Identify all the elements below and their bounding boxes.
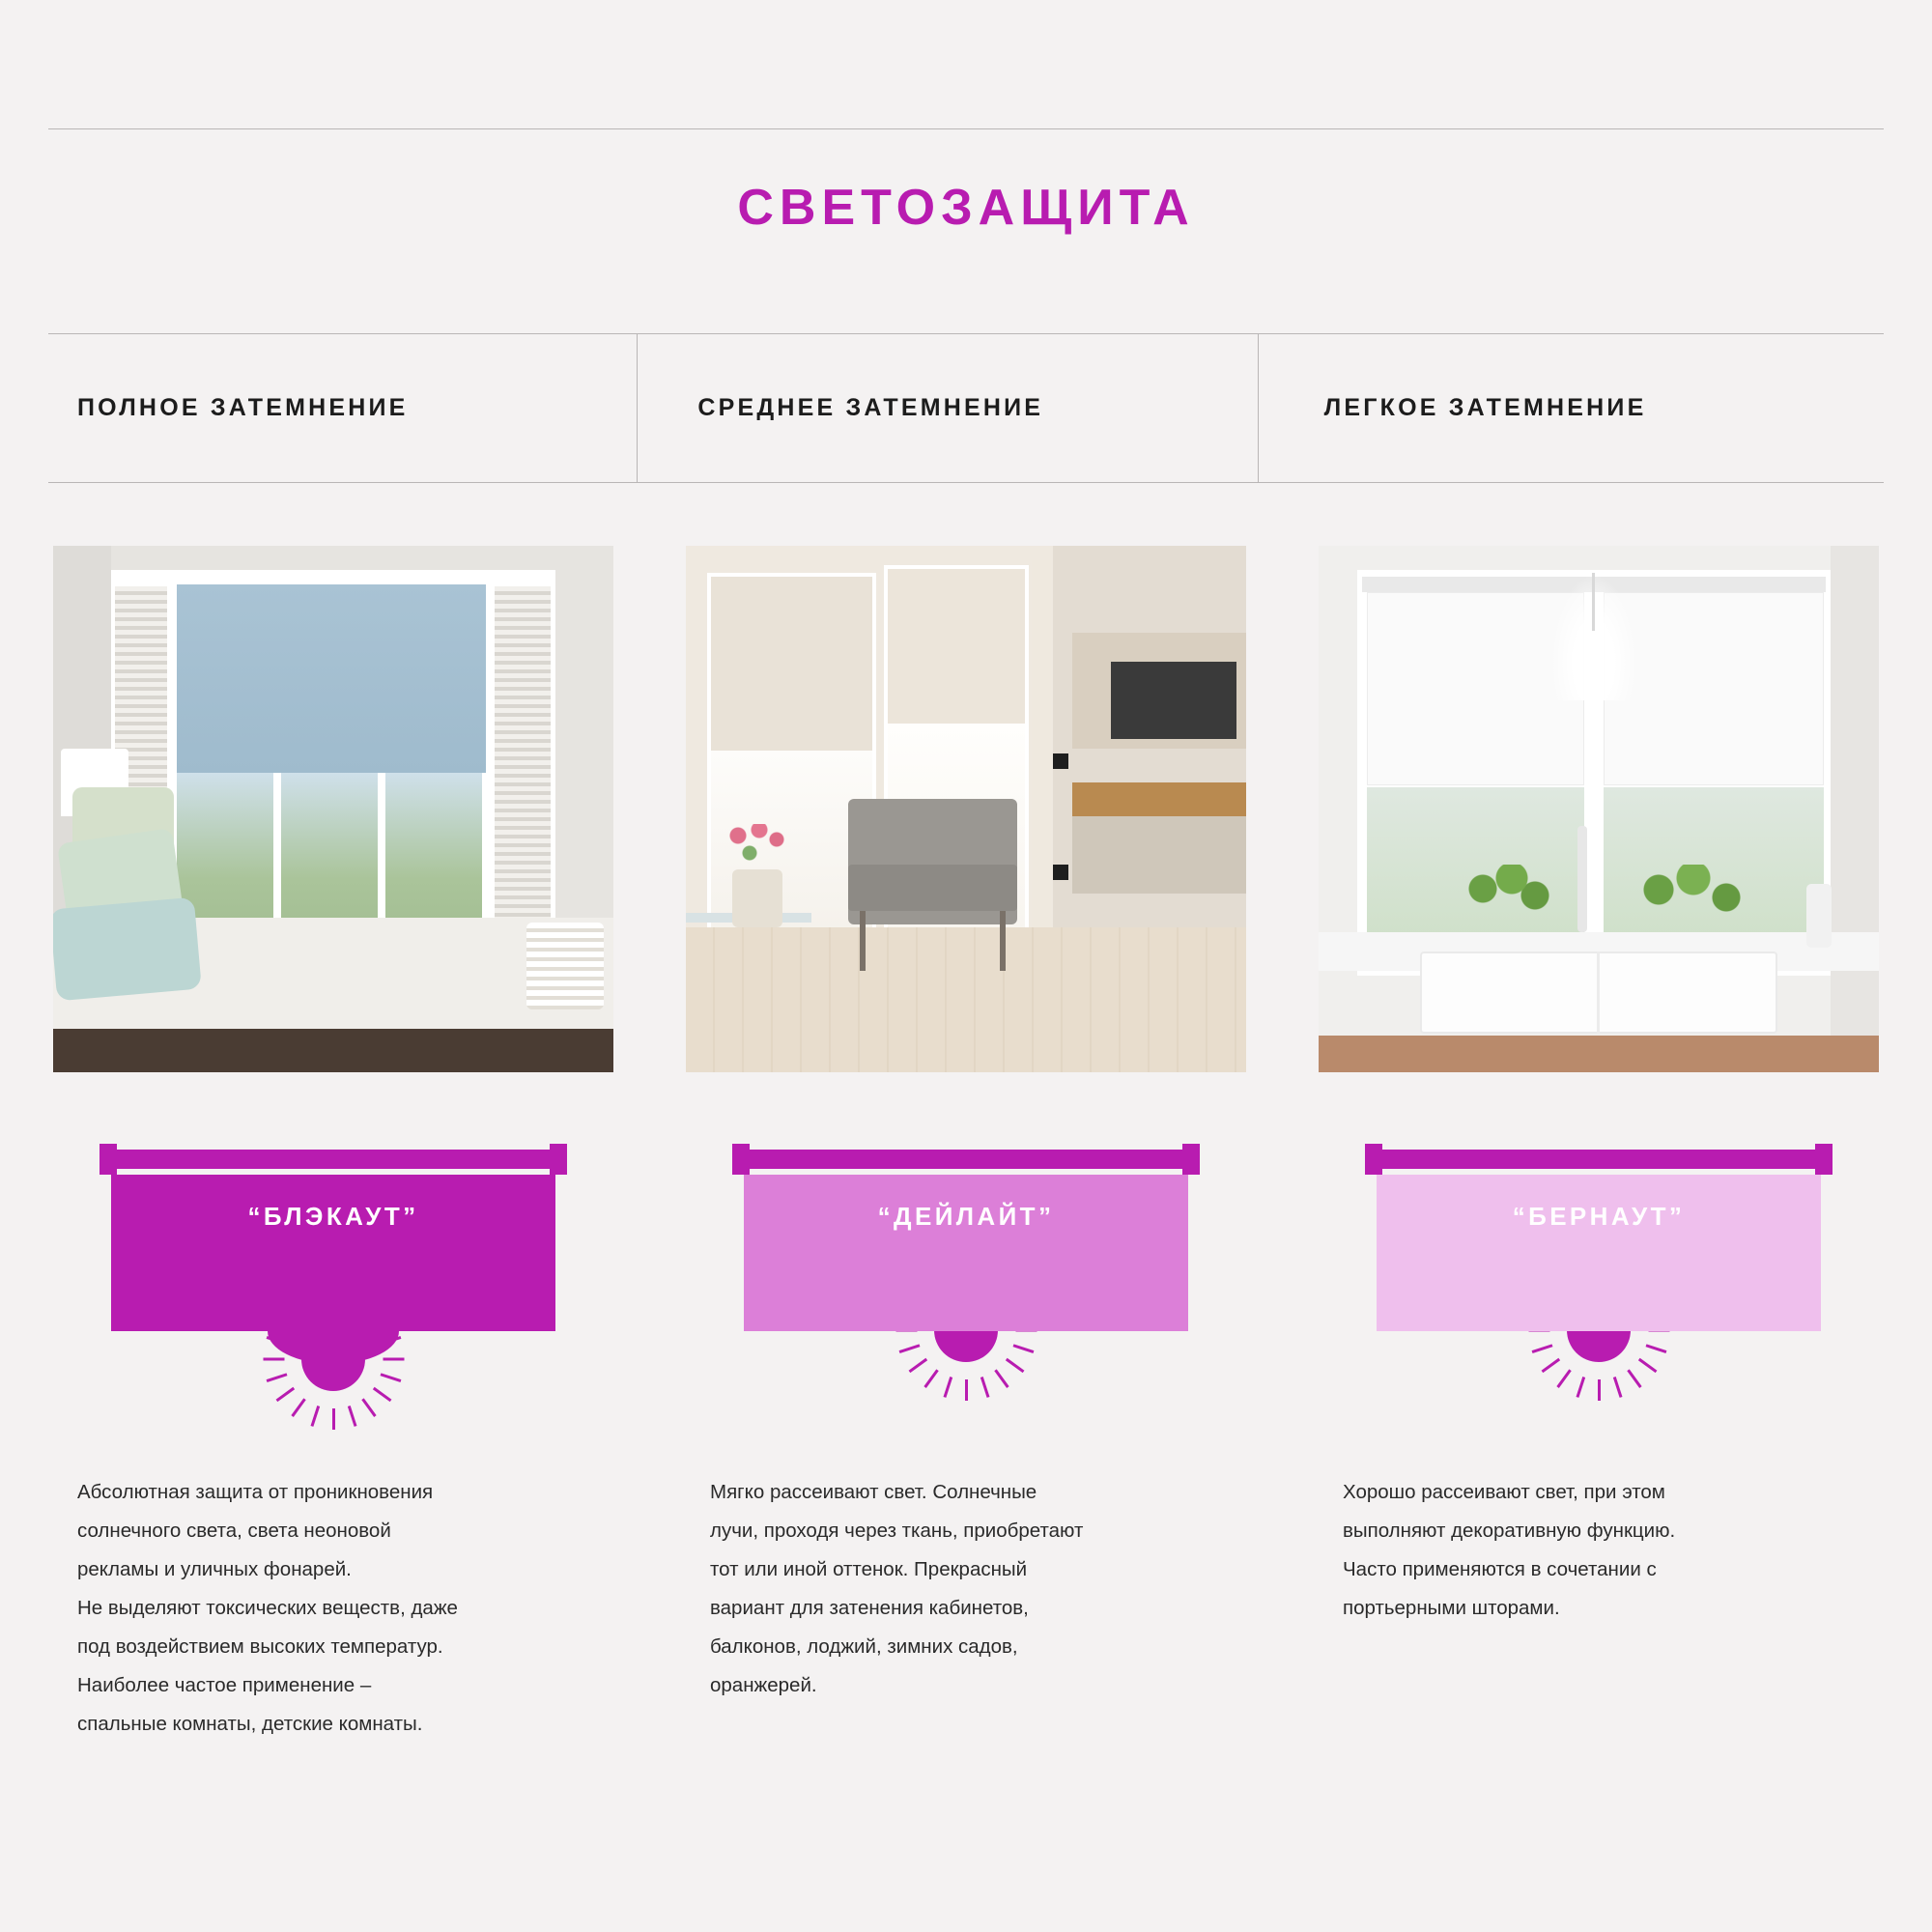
blind-diagram-daylight	[686, 1150, 1246, 1439]
description-line: рекламы и уличных фонарей.	[77, 1558, 352, 1580]
photo-kitchen-burnout	[1319, 546, 1879, 1072]
description-line: под воздействием высоких температур.	[77, 1635, 443, 1658]
blind-fabric	[1377, 1175, 1821, 1331]
description-line: лучи, проходя через ткань, приобретают	[710, 1520, 1084, 1542]
description-light-blackout	[1319, 1473, 1855, 1628]
photo-bedroom-blackout	[53, 546, 613, 1072]
description-line: тот или иной оттенок. Прекрасный	[710, 1558, 1028, 1580]
header-label: ЛЕГКОЕ ЗАТЕМНЕНИЕ	[1323, 394, 1647, 421]
description-line: Мягко рассеивают свет. Солнечные	[710, 1481, 1037, 1503]
description-line: выполняют декоративную функцию.	[1343, 1520, 1676, 1542]
header-cell-medium-blackout	[637, 334, 1257, 482]
fabric-label: “ДЕЙЛАЙТ”	[877, 1202, 1055, 1231]
blind-fabric	[111, 1175, 555, 1331]
fabric-label: “БЕРНАУТ”	[1512, 1202, 1686, 1231]
description-line: оранжерей.	[710, 1674, 817, 1696]
column-light-blackout	[1319, 546, 1879, 1628]
header-row	[48, 333, 1884, 483]
description-line: портьерными шторами.	[1343, 1597, 1560, 1619]
blind-rail	[111, 1150, 555, 1169]
header-label: ПОЛНОЕ ЗАТЕМНЕНИЕ	[77, 394, 409, 421]
description-medium-blackout	[686, 1473, 1222, 1705]
description-line: солнечного света, света неоновой	[77, 1520, 391, 1542]
blind-fabric	[744, 1175, 1188, 1331]
blind-diagram-burnout	[1319, 1150, 1879, 1439]
description-line: Наиболее частое применение –	[77, 1674, 372, 1696]
photo-living-room-daylight	[686, 546, 1246, 1072]
blind-diagram-blackout	[53, 1150, 613, 1439]
header-cell-light-blackout	[1258, 334, 1884, 482]
description-line: спальные комнаты, детские комнаты.	[77, 1713, 423, 1735]
top-divider	[48, 128, 1884, 129]
header-label: СРЕДНЕЕ ЗАТЕМНЕНИЕ	[697, 394, 1044, 421]
page-title: СВЕТОЗАЩИТА	[737, 180, 1195, 236]
column-full-blackout	[53, 546, 613, 1744]
description-full-blackout	[53, 1473, 589, 1744]
description-line: Хорошо рассеивают свет, при этом	[1343, 1481, 1665, 1503]
blind-rail	[744, 1150, 1188, 1169]
column-medium-blackout	[686, 546, 1246, 1705]
description-line: Абсолютная защита от проникновения	[77, 1481, 434, 1503]
description-line: Часто применяются в сочетании с	[1343, 1558, 1657, 1580]
description-line: Не выделяют токсических веществ, даже	[77, 1597, 458, 1619]
description-line: балконов, лоджий, зимних садов,	[710, 1635, 1018, 1658]
fabric-label: “БЛЭКАУТ”	[247, 1202, 419, 1231]
blind-rail	[1377, 1150, 1821, 1169]
header-cell-full-blackout	[48, 334, 637, 482]
description-line: вариант для затенения кабинетов,	[710, 1597, 1029, 1619]
